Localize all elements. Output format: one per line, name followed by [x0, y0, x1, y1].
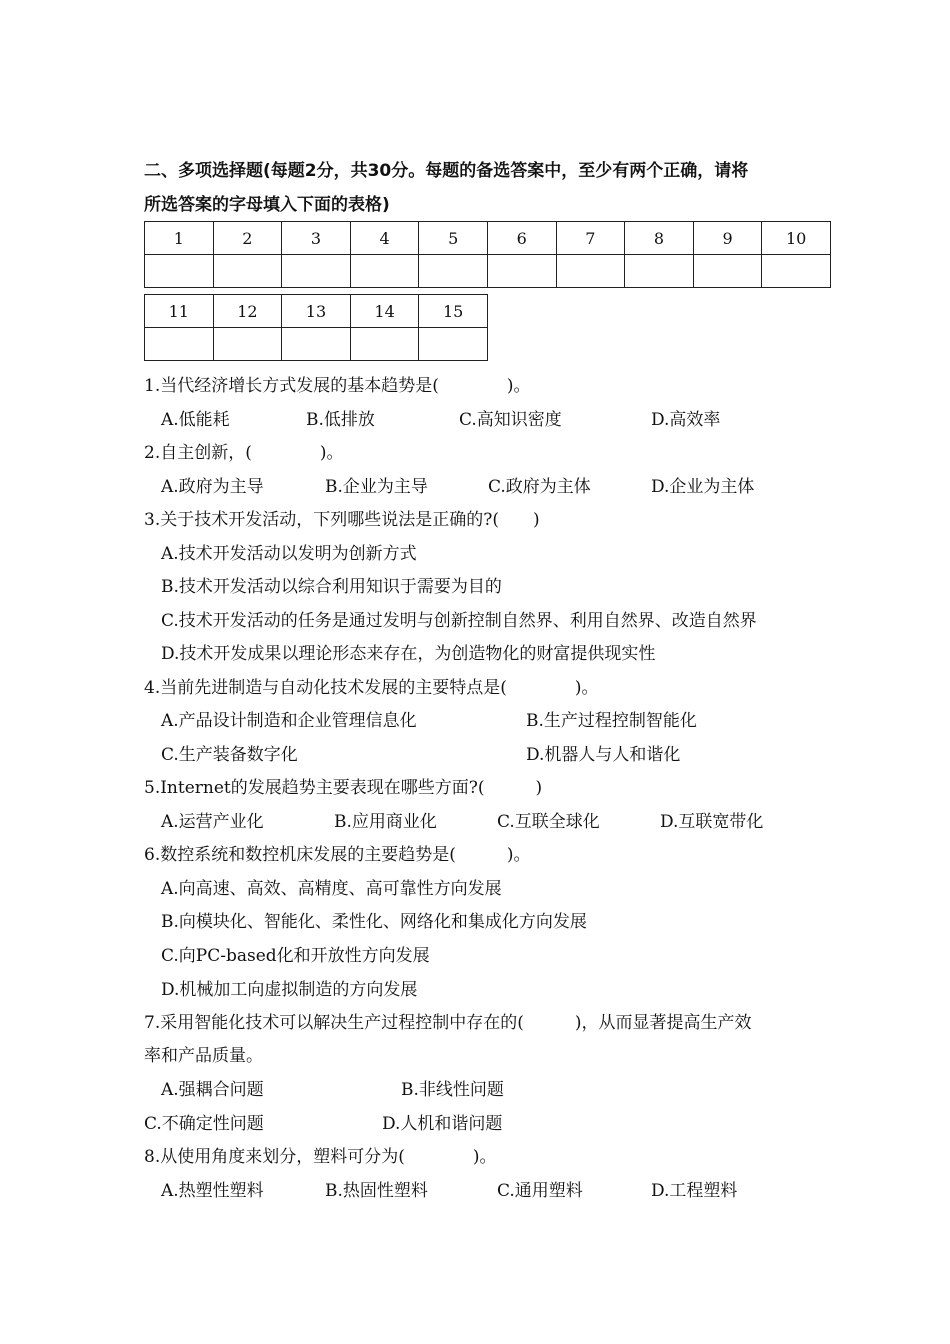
- option: B.应用商业化: [334, 812, 437, 832]
- question-stem-cont: 率和产品质量。: [144, 1046, 263, 1066]
- answer-blank-row: [145, 255, 831, 288]
- answer-cell[interactable]: [350, 255, 419, 288]
- option: D.技术开发成果以理论形态来存在，为创造物化的财富提供现实性: [161, 644, 656, 664]
- answer-number: 14: [350, 295, 419, 328]
- question-stem: 6.数控系统和数控机床发展的主要趋势是( )。: [144, 845, 531, 865]
- answer-number-row: [145, 295, 488, 328]
- option: B.非线性问题: [401, 1080, 504, 1100]
- option: A.热塑性塑料: [161, 1181, 264, 1201]
- option: C.高知识密度: [459, 410, 562, 430]
- option: C.技术开发活动的任务是通过发明与创新控制自然界、利用自然界、改造自然界: [161, 611, 757, 631]
- answer-table-1: [144, 221, 831, 288]
- option: D.高效率: [651, 410, 721, 430]
- option: C.向PC-based化和开放性方向发展: [161, 946, 430, 966]
- answer-number: 4: [350, 222, 419, 255]
- option: D.人机和谐问题: [382, 1114, 503, 1134]
- question-stem: 4.当前先进制造与自动化技术发展的主要特点是( )。: [144, 678, 599, 698]
- option: B.生产过程控制智能化: [526, 711, 697, 731]
- answer-cell[interactable]: [145, 328, 214, 361]
- answer-number: 11: [145, 295, 214, 328]
- answer-number-row: [145, 222, 831, 255]
- answer-cell[interactable]: [693, 255, 762, 288]
- answer-cell[interactable]: [625, 255, 694, 288]
- option: D.机械加工向虚拟制造的方向发展: [161, 980, 418, 1000]
- answer-number: 12: [213, 295, 282, 328]
- option: A.技术开发活动以发明为创新方式: [161, 544, 417, 564]
- option: A.运营产业化: [161, 812, 264, 832]
- answer-cell[interactable]: [213, 255, 282, 288]
- answer-cell[interactable]: [282, 255, 351, 288]
- answer-cell[interactable]: [487, 255, 556, 288]
- answer-number: 5: [419, 222, 488, 255]
- section-heading: 二、多项选择题(每题2分，共30分。每题的备选答案中，至少有两个正确，请将: [144, 161, 749, 181]
- option: A.产品设计制造和企业管理信息化: [161, 711, 417, 731]
- answer-number: 10: [762, 222, 831, 255]
- option: C.不确定性问题: [144, 1114, 264, 1134]
- answer-cell[interactable]: [762, 255, 831, 288]
- answer-cell[interactable]: [350, 328, 419, 361]
- question-stem: 5.Internet的发展趋势主要表现在哪些方面?( ): [144, 778, 543, 798]
- option: C.通用塑料: [497, 1181, 583, 1201]
- answer-number: 3: [282, 222, 351, 255]
- section-heading-cont: 所选答案的字母填入下面的表格): [144, 195, 390, 215]
- option: B.企业为主导: [325, 477, 428, 497]
- answer-number: 7: [556, 222, 625, 255]
- option: A.政府为主导: [161, 477, 264, 497]
- answer-cell[interactable]: [556, 255, 625, 288]
- option: D.企业为主体: [651, 477, 755, 497]
- option: B.热固性塑料: [325, 1181, 428, 1201]
- answer-number: 15: [419, 295, 488, 328]
- question-stem: 3.关于技术开发活动，下列哪些说法是正确的?( ): [144, 510, 540, 530]
- question-stem: 1.当代经济增长方式发展的基本趋势是( )。: [144, 376, 531, 396]
- answer-cell[interactable]: [419, 255, 488, 288]
- answer-number: 6: [487, 222, 556, 255]
- answer-number: 13: [282, 295, 351, 328]
- answer-number: 8: [625, 222, 694, 255]
- answer-table-2: [144, 294, 488, 361]
- option: D.互联宽带化: [660, 812, 764, 832]
- option: C.互联全球化: [497, 812, 600, 832]
- option: A.强耦合问题: [161, 1080, 264, 1100]
- question-stem: 7.采用智能化技术可以解决生产过程控制中存在的( )，从而显著提高生产效: [144, 1013, 752, 1033]
- option: D.机器人与人和谐化: [526, 745, 681, 765]
- option: A.向高速、高效、高精度、高可靠性方向发展: [161, 879, 502, 899]
- option: C.生产装备数字化: [161, 745, 298, 765]
- answer-cell[interactable]: [213, 328, 282, 361]
- question-stem: 2.自主创新，( )。: [144, 443, 344, 463]
- option: B.向模块化、智能化、柔性化、网络化和集成化方向发展: [161, 912, 587, 932]
- answer-number: 9: [693, 222, 762, 255]
- option: B.低排放: [306, 410, 375, 430]
- answer-number: 2: [213, 222, 282, 255]
- answer-blank-row: [145, 328, 488, 361]
- answer-cell[interactable]: [145, 255, 214, 288]
- option: A.低能耗: [161, 410, 230, 430]
- answer-cell[interactable]: [419, 328, 488, 361]
- option: C.政府为主体: [488, 477, 591, 497]
- answer-number: 1: [145, 222, 214, 255]
- option: B.技术开发活动以综合利用知识于需要为目的: [161, 577, 502, 597]
- answer-cell[interactable]: [282, 328, 351, 361]
- option: D.工程塑料: [651, 1181, 738, 1201]
- question-stem: 8.从使用角度来划分，塑料可分为( )。: [144, 1147, 497, 1167]
